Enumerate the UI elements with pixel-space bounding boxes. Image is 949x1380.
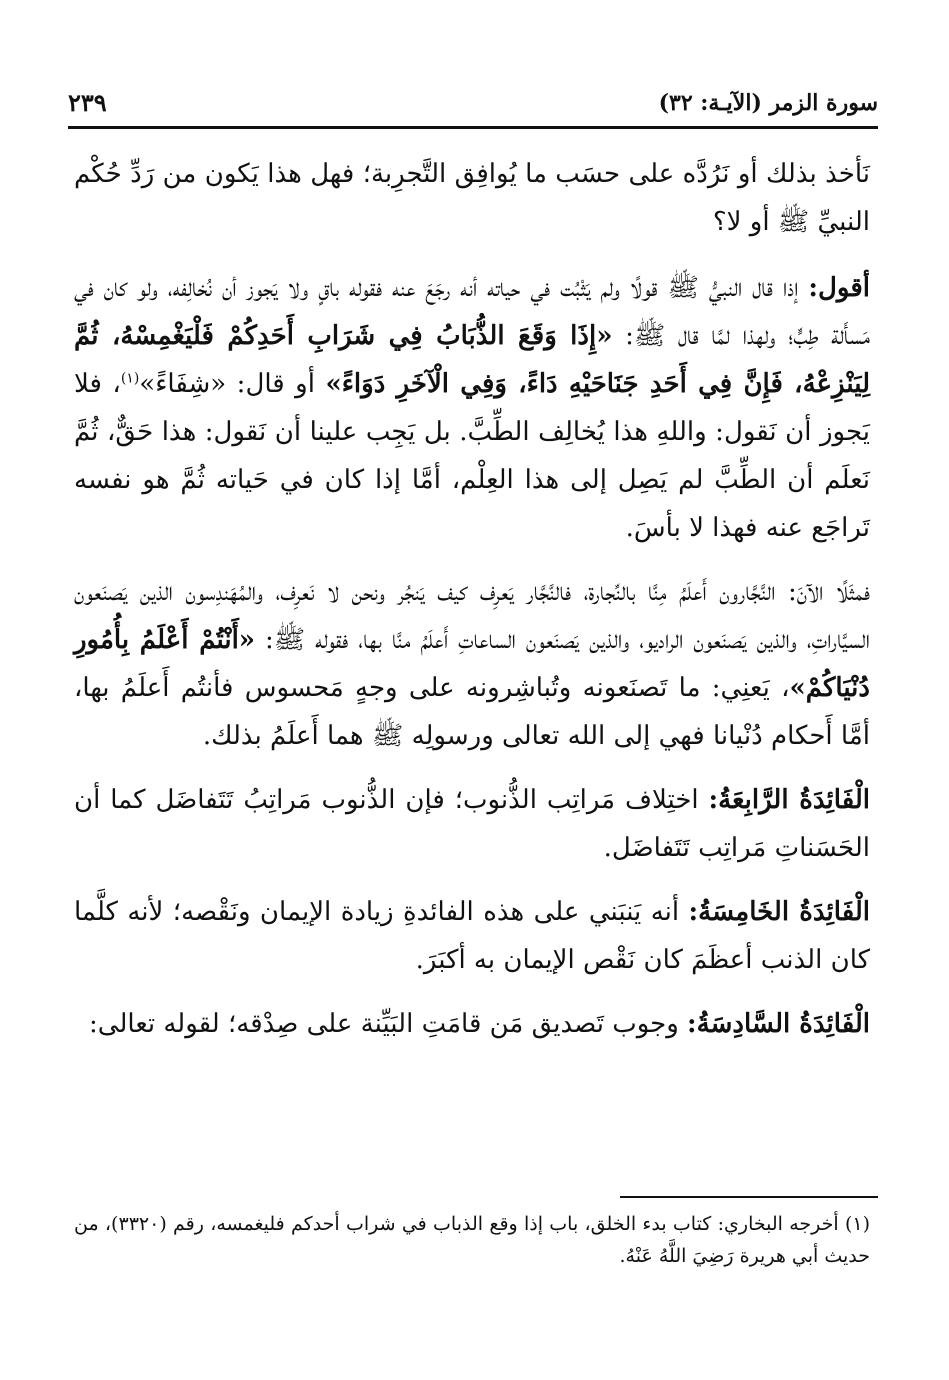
paragraph-text: ، يَعنِي: ما تَصنَعونه وتُباشِرونه على وجهٍ مَحسوس فأنتُم أَعلَمُ بها، أمَّا أَحكام دُنْيانا فهي إلى الله تعالى ورسولِه ﷺ هما أَعلَمُ بذلك. — [74, 673, 870, 751]
header-rule — [68, 126, 878, 129]
paragraph-text: وجوب تَصديق مَن قامَتِ البَيِّنة على صِدْقه؛ لقوله تعالى: — [89, 1009, 688, 1039]
paragraph-text: أنه يَنبَني على هذه الفائدةِ زيادة الإيمان ونَقْصه؛ لأنه كلَّما كان الذنب أعظَمَ كان نَقْص الإيمان به أكبَرَ. — [74, 897, 870, 975]
paragraph-text: أو قال: «شِفَاءً» — [139, 369, 326, 399]
paragraph-question — [74, 150, 870, 246]
paragraph-benefit-6 — [74, 1000, 870, 1048]
paragraph-answer — [74, 264, 870, 552]
paragraph-benefit-4 — [74, 776, 870, 872]
benefit-heading: الْفَائِدَةُ الرَّابِعَةُ: — [708, 785, 871, 815]
page-body — [74, 150, 870, 1064]
paragraph-text: نَأخذ بذلك أو نَرُدَّه على حسَب ما يُوافِق التَّجرِبة؛ فهل هذا يَكون من رَدِّ حُكْم النبيِّ ﷺ أو لا؟ — [74, 159, 870, 237]
footnote-rule — [620, 1196, 878, 1198]
footnote-marker[interactable]: (١) — [120, 370, 140, 387]
footnote — [74, 1208, 870, 1272]
paragraph-text: فمثَلًا الآنَ: النَّجَّارون أَعلَمُ مِنَّا بالنِّجارة، فالنَّجَّار يَعرِف كيف يَنجُر ونحن لا نَعرِف، والمُهَندِسون الذين يَصنَعون السيَّاراتِ، والذين يَصنَعون الراديو، والذين يَصنَعون الساعاتِ أَعلَمُ منَّا بها، فقوله ﷺ: — [74, 577, 870, 655]
paragraph-text: اختِلاف مَراتِب الذُّنوب؛ فإن الذُّنوب مَراتِبُ تَتَفاضَل كما أن الحَسَناتِ مَراتِب تَتَفاضَل. — [74, 785, 870, 863]
hadith-quote: «أَنْتُمْ أَعْلَمُ بِأُمُورِ دُنْيَاكُمْ» — [74, 625, 870, 703]
footnote-text: (١) أخرجه البخاري: كتاب بدء الخلق، باب إذا وقع الذباب في شراب أحدكم فليغمسه، رقم (٣٣٢٠)، من حديث أبي هريرة رَضِيَ اللَّهُ عَنْهُ. — [74, 1213, 871, 1267]
benefit-heading: الْفَائِدَةُ السَّادِسَةُ: — [687, 1009, 870, 1039]
answer-lead: أقول: — [808, 273, 870, 303]
paragraph-benefit-5 — [74, 888, 870, 984]
running-title: سورة الزمر (الآيـة: ٣٢) — [658, 90, 878, 116]
paragraph-example — [74, 568, 870, 760]
page-header — [68, 84, 878, 124]
benefit-heading: الْفَائِدَةُ الخَامِسَةُ: — [688, 897, 870, 927]
hadith-quote: «إِذَا وَقَعَ الذُّبَابُ فِي شَرَابِ أَحَدِكُمْ فَلْيَغْمِسْهُ، ثُمَّ لِيَنْزِعْهُ، فَإِنَّ فِي أَحَدِ جَنَاحَيْهِ دَاءً، وَفِي الْآخَرِ دَوَاءً» — [74, 321, 870, 399]
paragraph-text: إذا قال النبيُّ ﷺ قولًا ولم يَثْبُت في حياته أنه رجَعَ عنه فقوله باقٍ ولا يَجوز أن نُخالِفه، ولو كان في مَسأَلة طِبٍّ؛ ولهذا لمَّا قال ﷺ: — [74, 273, 871, 351]
page-number: ٢٣٩ — [68, 88, 107, 117]
paragraph-text: ، فلا يَجوز أن نَقول: واللهِ هذا يُخالِف الطِّبَّ. بل يَجِب علينا أن نَقول: هذا حَقٌّ، ثُمَّ نَعلَم أن الطِّبَّ لم يَصِل إلى هذا العِلْم، أمَّا إذا كان في حَياته ثُمَّ هو نفسه تَراجَع عنه فهذا لا بأسَ. — [74, 369, 870, 543]
